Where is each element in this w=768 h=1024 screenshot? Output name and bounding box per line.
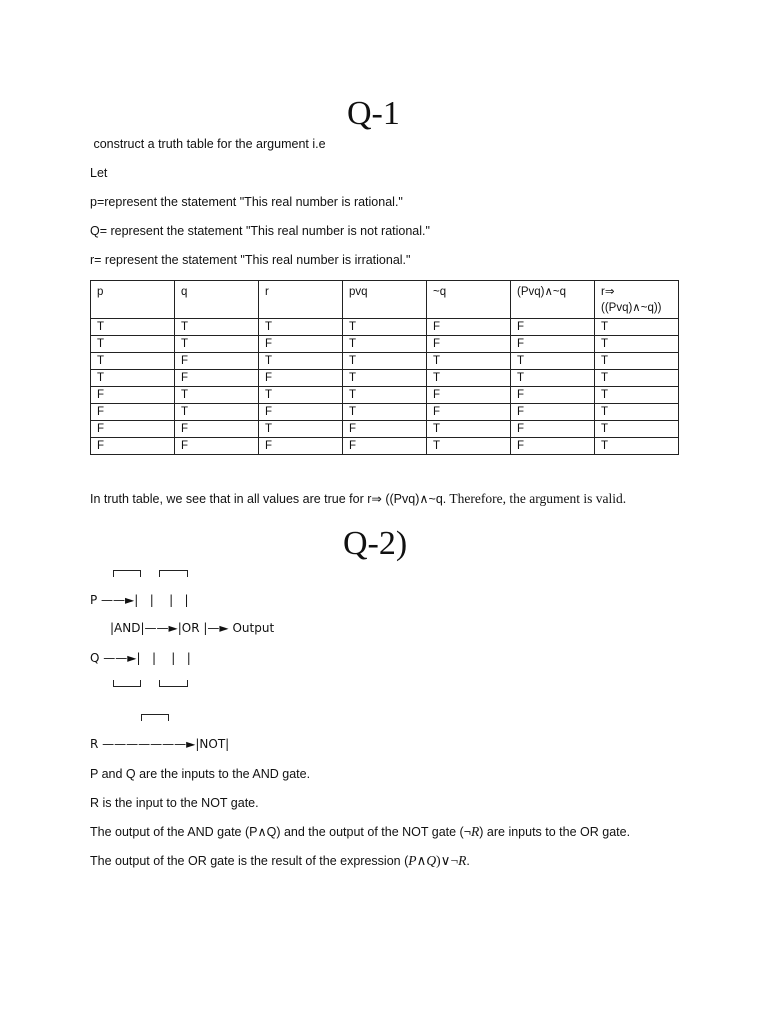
table-cell: F bbox=[259, 404, 343, 421]
table-cell: F bbox=[259, 370, 343, 387]
q2-line-3 bbox=[90, 824, 630, 840]
table-cell: T bbox=[175, 387, 259, 404]
line4-text: The output of the OR gate is the result of the expression ( bbox=[90, 854, 409, 868]
table-cell: F bbox=[511, 421, 595, 438]
table-cell: T bbox=[259, 353, 343, 370]
and-gate-top-border bbox=[113, 570, 141, 577]
header-r-implies: r⇒ ((Pvq)∧~q)) bbox=[595, 281, 679, 319]
table-cell: F bbox=[91, 387, 175, 404]
line4-var-r: R bbox=[458, 853, 467, 868]
table-cell: T bbox=[595, 353, 679, 370]
table-cell: T bbox=[595, 336, 679, 353]
table-cell: F bbox=[343, 438, 427, 455]
header-pvq: pvq bbox=[343, 281, 427, 319]
q1-let: Let bbox=[90, 166, 108, 180]
header-r: r bbox=[259, 281, 343, 319]
table-cell: T bbox=[511, 353, 595, 370]
or-gate-top-border bbox=[159, 570, 188, 577]
table-row bbox=[91, 438, 679, 455]
table-cell: T bbox=[595, 404, 679, 421]
table-cell: F bbox=[175, 353, 259, 370]
table-cell: T bbox=[91, 353, 175, 370]
table-cell: F bbox=[427, 336, 511, 353]
header-pvq-and-not-q: (Pvq)∧~q bbox=[511, 281, 595, 319]
q1-intro: construct a truth table for the argument i.e bbox=[90, 137, 326, 151]
table-row bbox=[91, 421, 679, 438]
table-cell: T bbox=[595, 438, 679, 455]
table-cell: F bbox=[427, 404, 511, 421]
table-row bbox=[91, 387, 679, 404]
table-cell: F bbox=[91, 404, 175, 421]
table-cell: T bbox=[427, 421, 511, 438]
and-or-output-line: |AND|——►|OR |—► Output bbox=[110, 621, 275, 635]
table-cell: F bbox=[511, 438, 595, 455]
table-cell: F bbox=[259, 438, 343, 455]
table-cell: T bbox=[175, 404, 259, 421]
q2-heading: Q-2) bbox=[343, 525, 408, 562]
q1-conclusion bbox=[90, 491, 626, 507]
p-input-line: P ——►| | | | bbox=[90, 593, 189, 607]
line4-end: . bbox=[466, 854, 470, 868]
header-p: p bbox=[91, 281, 175, 319]
table-cell: T bbox=[259, 421, 343, 438]
table-cell: T bbox=[595, 387, 679, 404]
table-row bbox=[91, 319, 679, 336]
table-cell: F bbox=[511, 387, 595, 404]
line4-mid: )∨¬ bbox=[436, 853, 459, 868]
table-cell: T bbox=[343, 336, 427, 353]
q2-line-2: R is the input to the NOT gate. bbox=[90, 796, 259, 810]
table-row bbox=[91, 370, 679, 387]
table-row bbox=[91, 353, 679, 370]
line4-expr: P∧Q bbox=[408, 853, 437, 868]
table-cell: F bbox=[175, 421, 259, 438]
table-cell: F bbox=[343, 421, 427, 438]
table-cell: T bbox=[427, 353, 511, 370]
table-cell: T bbox=[427, 370, 511, 387]
header-q: q bbox=[175, 281, 259, 319]
table-cell: T bbox=[175, 336, 259, 353]
table-cell: F bbox=[91, 438, 175, 455]
table-cell: T bbox=[343, 353, 427, 370]
table-cell: F bbox=[175, 370, 259, 387]
table-cell: T bbox=[511, 370, 595, 387]
table-cell: T bbox=[91, 336, 175, 353]
q2-line-4 bbox=[90, 853, 470, 869]
p-definition: p=represent the statement "This real number is rational." bbox=[90, 195, 403, 209]
table-cell: T bbox=[595, 319, 679, 336]
table-cell: F bbox=[511, 319, 595, 336]
table-cell: T bbox=[259, 319, 343, 336]
or-gate-bottom-border bbox=[159, 680, 188, 687]
table-cell: T bbox=[427, 438, 511, 455]
table-cell: T bbox=[343, 387, 427, 404]
q-definition: Q= represent the statement "This real number is not rational." bbox=[90, 224, 430, 238]
table-cell: F bbox=[175, 438, 259, 455]
q-input-line: Q ——►| | | | bbox=[90, 651, 191, 665]
table-cell: F bbox=[259, 336, 343, 353]
table-row bbox=[91, 404, 679, 421]
table-cell: T bbox=[91, 319, 175, 336]
and-gate-bottom-border bbox=[113, 680, 141, 687]
table-cell: T bbox=[343, 404, 427, 421]
table-cell: F bbox=[427, 319, 511, 336]
table-cell: T bbox=[595, 421, 679, 438]
table-cell: T bbox=[595, 370, 679, 387]
r-input-line: R ———————►|NOT| bbox=[90, 737, 230, 751]
table-cell: T bbox=[175, 319, 259, 336]
conclusion-part-a: In truth table, we see that in all values are true for r⇒ ((Pvq)∧~q. bbox=[90, 492, 447, 506]
truth-table bbox=[90, 280, 679, 455]
table-row bbox=[91, 336, 679, 353]
table-cell: F bbox=[91, 421, 175, 438]
q2-line-1: P and Q are the inputs to the AND gate. bbox=[90, 767, 311, 781]
line3-end: ) are inputs to the OR gate. bbox=[479, 825, 631, 839]
table-cell: F bbox=[511, 404, 595, 421]
line3-text: The output of the AND gate (P∧Q) and the output of the NOT gate (¬ bbox=[90, 825, 472, 839]
header-not-q: ~q bbox=[427, 281, 511, 319]
table-cell: T bbox=[91, 370, 175, 387]
table-cell: F bbox=[427, 387, 511, 404]
line3-var-r: R bbox=[471, 824, 480, 839]
q1-heading: Q-1 bbox=[347, 95, 400, 132]
r-definition: r= represent the statement "This real number is irrational." bbox=[90, 253, 411, 267]
conclusion-part-b: Therefore, the argument is valid. bbox=[446, 491, 627, 506]
table-cell: F bbox=[511, 336, 595, 353]
table-cell: T bbox=[259, 387, 343, 404]
not-gate-top-border bbox=[141, 714, 169, 721]
truth-table-header-row bbox=[91, 281, 679, 319]
table-cell: T bbox=[343, 370, 427, 387]
table-cell: T bbox=[343, 319, 427, 336]
